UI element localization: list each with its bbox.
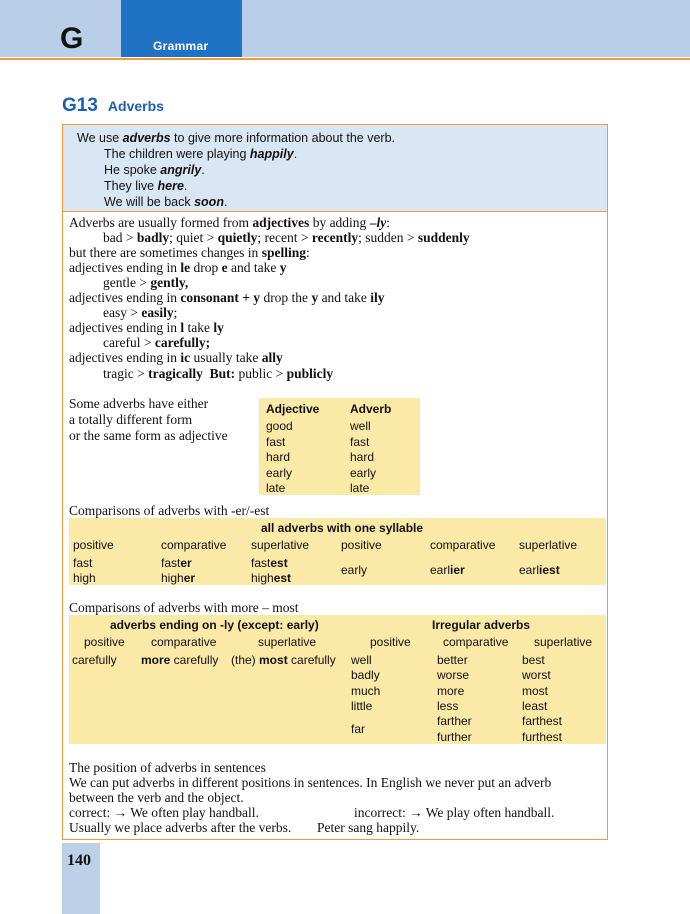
- comparison-more-banner-left: adverbs ending on -ly (except: early): [110, 618, 319, 632]
- column-header: comparative: [161, 538, 227, 552]
- column-header: positive: [84, 635, 125, 649]
- table-cell: better: [437, 653, 468, 667]
- rule-le-example: gentle > gently,: [103, 275, 189, 290]
- header-divider: [0, 58, 690, 60]
- page-number: 140: [67, 852, 91, 869]
- table-cell: least: [522, 699, 548, 713]
- intro-example: We will be back soon.: [104, 195, 228, 209]
- rule-ic-example: tragic > tragically But: public > publicly: [103, 366, 334, 381]
- table-cell: highest: [251, 571, 292, 585]
- table-cell: fast: [73, 556, 93, 570]
- table-cell: fast: [350, 435, 370, 449]
- formation-examples: bad > badly; quiet > quietly; recent > recently; sudden > suddenly: [103, 230, 470, 245]
- comparison-er-banner: all adverbs with one syllable: [261, 521, 424, 535]
- table-cell: late: [350, 481, 370, 495]
- rule-consonant-y: adjectives ending in consonant + y drop the y and take ily: [69, 290, 385, 305]
- incorrect-example: incorrect: → We play often handball.: [354, 805, 555, 820]
- table-cell: farthest: [522, 714, 563, 728]
- comparison-more-banner-right: Irregular adverbs: [432, 618, 531, 632]
- table-cell: early: [341, 563, 368, 577]
- rule-le: adjectives ending in le drop e and take y: [69, 260, 287, 275]
- table-cell: faster: [161, 556, 192, 570]
- table-cell: hard: [266, 450, 291, 464]
- table-cell: much: [351, 684, 381, 698]
- table-cell: (the) most carefully: [231, 653, 336, 667]
- position-text: We can put adverbs in different positions in sentences. In English we never put an adverb: [69, 775, 552, 790]
- column-header: positive: [73, 538, 114, 552]
- col-header-adverb: Adverb: [350, 402, 392, 416]
- rule-ic: adjectives ending in ic usually take ally: [69, 350, 283, 365]
- comparison-er-heading: Comparisons of adverbs with -er/-est: [69, 503, 270, 518]
- table-cell: most: [522, 684, 549, 698]
- position-text: between the verb and the object.: [69, 790, 244, 805]
- column-header: positive: [370, 635, 411, 649]
- rule-l-example: careful > carefully;: [103, 335, 211, 350]
- intro-example: The children were playing happily.: [104, 147, 298, 161]
- col-header-adjective: Adjective: [266, 402, 320, 416]
- table-cell: well: [351, 653, 372, 667]
- column-header: superlative: [519, 538, 578, 552]
- table-cell: far: [351, 722, 366, 736]
- intro-example: He spoke angrily.: [104, 163, 205, 177]
- different-form-text: a totally different form: [69, 412, 193, 427]
- table-cell: late: [266, 481, 286, 495]
- table-cell: little: [351, 699, 373, 713]
- comparison-more-heading: Comparisons of adverbs with more – most: [69, 600, 299, 615]
- position-text: Usually we place adverbs after the verbs.: [69, 820, 292, 835]
- table-cell: well: [350, 419, 371, 433]
- table-cell: best: [522, 653, 545, 667]
- column-header: superlative: [258, 635, 317, 649]
- table-cell: earlier: [430, 563, 465, 577]
- table-cell: more: [437, 684, 465, 698]
- spelling-note: but there are sometimes changes in spelling:: [69, 245, 310, 260]
- column-header: positive: [341, 538, 382, 552]
- rule-l: adjectives ending in l take ly: [69, 320, 224, 335]
- section-label: Grammar: [153, 39, 209, 53]
- table-cell: fast: [266, 435, 286, 449]
- section-name: Adverbs: [107, 98, 164, 114]
- table-cell: badly: [351, 668, 380, 682]
- page-title: [62, 95, 164, 117]
- position-example: Peter sang happily.: [317, 820, 420, 835]
- intro-box: [62, 124, 608, 212]
- table-cell: higher: [161, 571, 196, 585]
- intro-example: They live here.: [104, 179, 188, 193]
- intro-line: We use adverbs to give more information about the verb.: [77, 131, 396, 145]
- table-cell: worst: [522, 668, 551, 682]
- column-header: superlative: [251, 538, 310, 552]
- table-cell: farther: [437, 714, 472, 728]
- formation-rule: Adverbs are usually formed from adjectives by adding –ly:: [69, 215, 390, 230]
- table-cell: less: [437, 699, 459, 713]
- table-cell: worse: [437, 668, 470, 682]
- table-cell: fastest: [251, 556, 288, 570]
- column-header: superlative: [534, 635, 593, 649]
- table-cell: early: [266, 466, 293, 480]
- table-cell: furthest: [522, 730, 563, 744]
- column-header: comparative: [443, 635, 509, 649]
- correct-example: correct: → We often play handball.: [69, 805, 259, 820]
- table-cell: more carefully: [141, 653, 219, 667]
- table-cell: earliest: [519, 563, 560, 577]
- table-cell: good: [266, 419, 293, 433]
- section-number: G13: [62, 95, 98, 116]
- column-header: comparative: [151, 635, 217, 649]
- column-header: comparative: [430, 538, 496, 552]
- table-cell: early: [350, 466, 377, 480]
- header-band: [0, 0, 690, 57]
- different-form-text: Some adverbs have either: [69, 396, 209, 411]
- rule-consonant-y-example: easy > easily;: [103, 305, 178, 320]
- table-cell: further: [437, 730, 472, 744]
- position-heading: The position of adverbs in sentences: [69, 760, 266, 775]
- table-cell: carefully: [72, 653, 117, 667]
- table-cell: high: [73, 571, 96, 585]
- chapter-letter: G: [60, 22, 84, 55]
- different-form-text: or the same form as adjective: [69, 428, 228, 443]
- table-cell: hard: [350, 450, 375, 464]
